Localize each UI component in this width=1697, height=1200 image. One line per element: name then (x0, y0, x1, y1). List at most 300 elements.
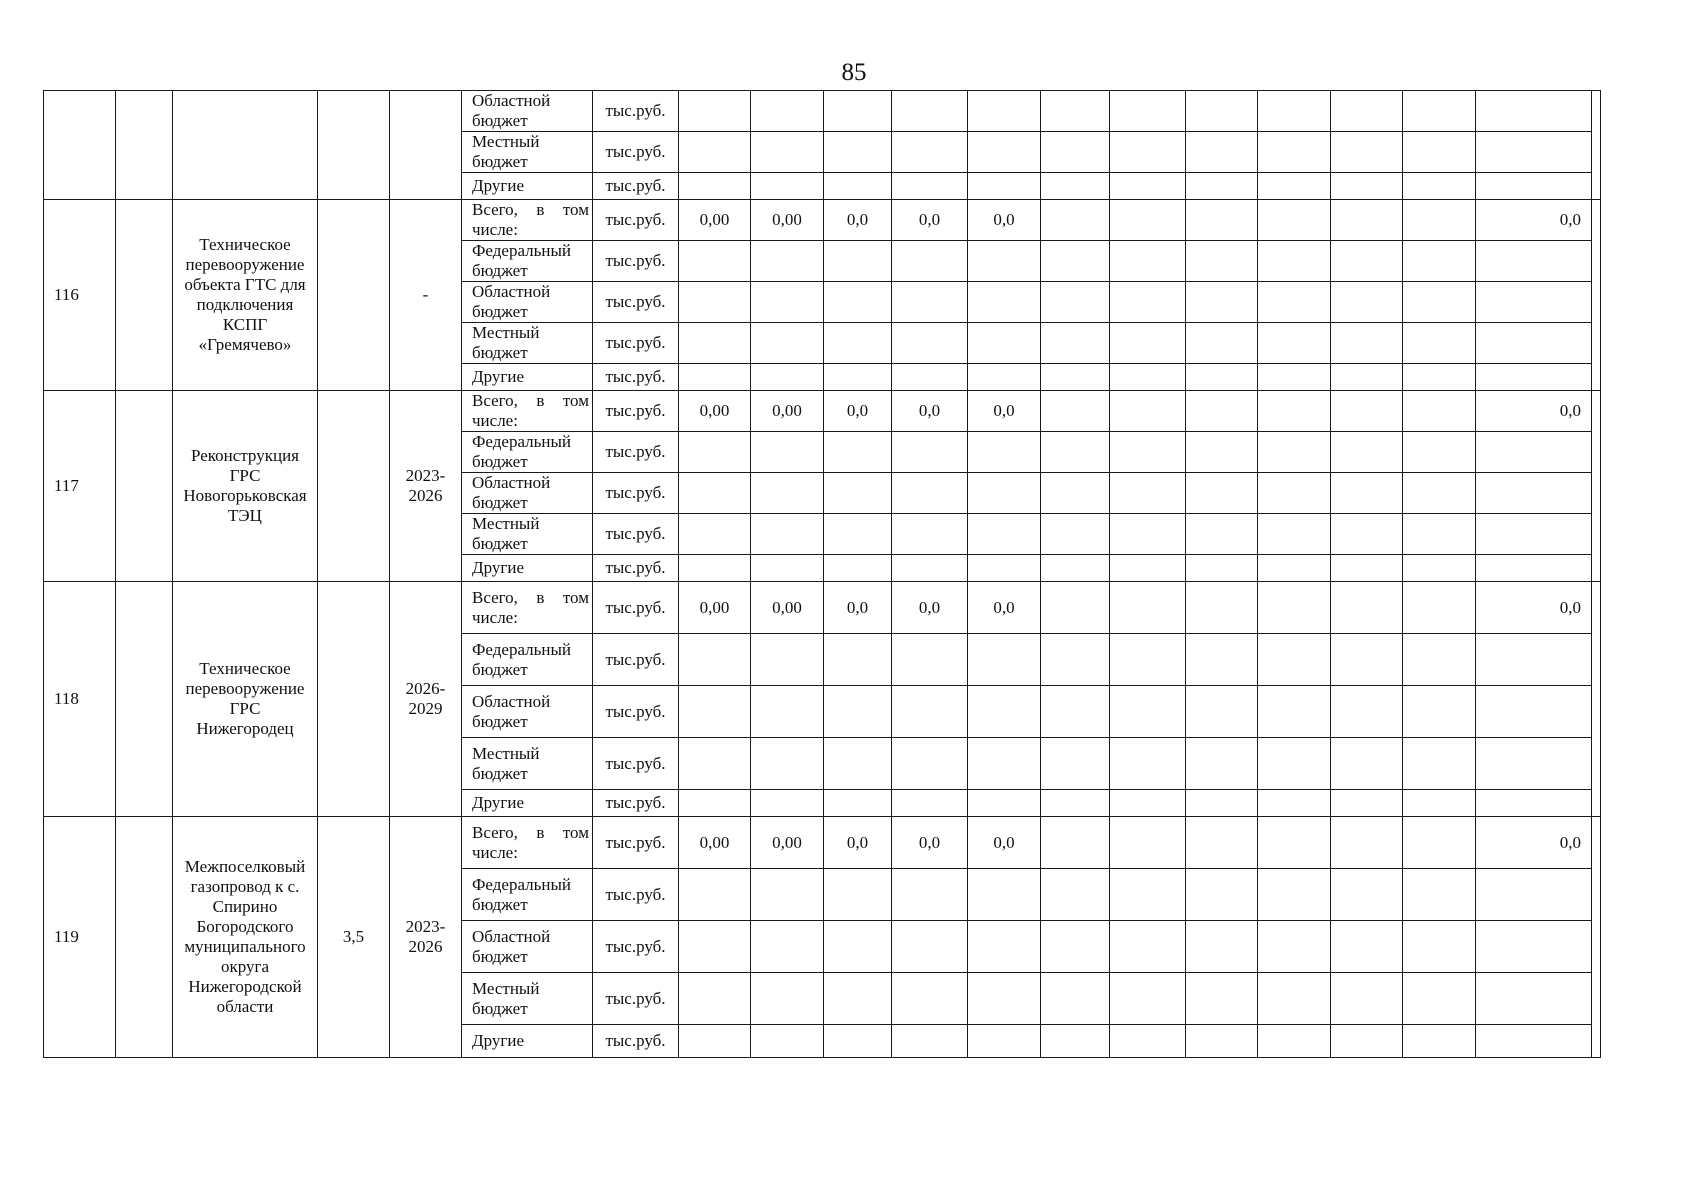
value-cell (1331, 686, 1403, 738)
value-cell (892, 921, 968, 973)
project-period-line: 2026 (408, 486, 443, 505)
value-cell (1403, 869, 1476, 921)
value-cell (824, 1025, 892, 1058)
project-name-line: области (216, 997, 274, 1016)
value-cell (1186, 323, 1258, 364)
value-cell (1403, 514, 1476, 555)
cell-number (44, 91, 116, 200)
value-cell (1186, 200, 1258, 241)
value-cell (679, 1025, 751, 1058)
source-label-line: Федеральный (472, 874, 571, 894)
source-label-line: Областной (472, 691, 551, 711)
value-cell: 0,0 (824, 582, 892, 634)
value-cell (1258, 282, 1331, 323)
value-cell (1258, 514, 1331, 555)
unit-cell: тыс.руб. (593, 432, 679, 473)
value-cell (1476, 686, 1592, 738)
source-label-line: Другие (472, 367, 524, 386)
project-number: 117 (44, 391, 116, 582)
value-cell (679, 869, 751, 921)
source-label-line: Местный (472, 514, 540, 533)
value-cell (1041, 686, 1110, 738)
cell-length (318, 91, 390, 200)
value-cell: 0,0 (824, 817, 892, 869)
source-cell-regional (462, 686, 593, 738)
source-label-line: бюджет (472, 111, 528, 130)
project-length: 3,5 (318, 817, 390, 1058)
value-cell (824, 241, 892, 282)
value-cell: 0,00 (679, 817, 751, 869)
value-cell (1041, 173, 1110, 200)
value-cell (1403, 241, 1476, 282)
value-cell (679, 921, 751, 973)
value-cell (1186, 241, 1258, 282)
source-label-line: бюджет (472, 493, 528, 512)
value-cell (1186, 391, 1258, 432)
project-number: 116 (44, 200, 116, 391)
project-name-line: ГРС (229, 466, 261, 485)
value-cell (1041, 514, 1110, 555)
value-cell (892, 241, 968, 282)
cell-notes (1592, 391, 1601, 582)
value-cell (1041, 582, 1110, 634)
unit-cell: тыс.руб. (593, 132, 679, 173)
value-cell (1258, 790, 1331, 817)
value-cell (1110, 921, 1186, 973)
cell-notes (1592, 200, 1601, 391)
value-cell (824, 790, 892, 817)
project-period-line: 2023- (405, 466, 446, 485)
source-label-line: Местный (472, 978, 540, 998)
value-cell: 0,0 (968, 391, 1041, 432)
value-cell (751, 132, 824, 173)
project-name-line: Нижегородской (188, 977, 302, 996)
project-name-line: Техническое (199, 235, 291, 254)
value-cell (1331, 817, 1403, 869)
value-cell (892, 364, 968, 391)
source-label-line: бюджет (472, 261, 528, 280)
value-cell (968, 173, 1041, 200)
value-cell (1041, 790, 1110, 817)
value-cell (1186, 817, 1258, 869)
source-cell-local (462, 323, 593, 364)
value-cell (1110, 391, 1186, 432)
source-label-line: бюджет (472, 894, 528, 914)
value-cell (892, 91, 968, 132)
value-cell (1403, 790, 1476, 817)
project-name-line: «Гремячево» (198, 335, 292, 354)
source-label-line: бюджет (472, 711, 528, 731)
source-cell-other (462, 173, 593, 200)
value-cell (1186, 738, 1258, 790)
value-cell (824, 555, 892, 582)
value-cell (892, 790, 968, 817)
value-cell (679, 432, 751, 473)
project-period-line: 2026- (405, 679, 446, 698)
source-cell-other (462, 1025, 593, 1058)
source-cell-local (462, 514, 593, 555)
value-cell (751, 686, 824, 738)
source-label-line: Областной (472, 282, 551, 301)
value-cell (1110, 1025, 1186, 1058)
value-cell (1110, 582, 1186, 634)
value-cell (824, 634, 892, 686)
value-cell (1331, 323, 1403, 364)
value-cell (1110, 973, 1186, 1025)
value-cell: 0,00 (751, 582, 824, 634)
source-label-line: бюджет (472, 998, 528, 1018)
project-name-line: Реконструкция (190, 446, 299, 465)
value-cell (751, 514, 824, 555)
value-cell (1110, 432, 1186, 473)
project-name (173, 817, 318, 1058)
value-cell (1186, 686, 1258, 738)
source-label-line: Местный (472, 743, 540, 763)
source-cell-local (462, 132, 593, 173)
project-code (116, 817, 173, 1058)
value-cell (892, 432, 968, 473)
value-cell (892, 473, 968, 514)
value-cell (1331, 790, 1403, 817)
value-cell (679, 173, 751, 200)
value-cell (1041, 473, 1110, 514)
project-name (173, 582, 318, 817)
source-cell-local (462, 738, 593, 790)
value-cell (824, 869, 892, 921)
source-cell-total (462, 817, 593, 869)
value-cell (892, 173, 968, 200)
value-cell (1403, 173, 1476, 200)
value-cell (824, 686, 892, 738)
value-cell (1041, 282, 1110, 323)
source-label-line: бюджет (472, 534, 528, 553)
value-cell (1476, 738, 1592, 790)
value-cell (1331, 473, 1403, 514)
investment-program-table (43, 90, 1601, 1058)
value-cell (892, 869, 968, 921)
value-cell (968, 1025, 1041, 1058)
unit-cell: тыс.руб. (593, 200, 679, 241)
value-cell (1110, 241, 1186, 282)
value-cell: 0,0 (1476, 582, 1592, 634)
value-cell (824, 473, 892, 514)
value-cell (968, 555, 1041, 582)
value-cell (1476, 790, 1592, 817)
value-cell (1041, 973, 1110, 1025)
value-cell: 0,0 (892, 200, 968, 241)
unit-cell: тыс.руб. (593, 790, 679, 817)
project-code (116, 582, 173, 817)
value-cell (751, 973, 824, 1025)
value-cell (1186, 132, 1258, 173)
value-cell (1476, 282, 1592, 323)
value-cell (751, 921, 824, 973)
value-cell (824, 91, 892, 132)
value-cell (1331, 241, 1403, 282)
source-label-line: бюджет (472, 152, 528, 171)
value-cell (1331, 869, 1403, 921)
project-name-line: Новогорьковская (183, 486, 307, 505)
value-cell (968, 473, 1041, 514)
value-cell (824, 282, 892, 323)
unit-cell: тыс.руб. (593, 686, 679, 738)
value-cell (1476, 473, 1592, 514)
project-length (318, 582, 390, 817)
value-cell (679, 686, 751, 738)
value-cell (1331, 282, 1403, 323)
project-name-line: ТЭЦ (228, 506, 262, 525)
value-cell: 0,00 (679, 582, 751, 634)
project-code (116, 391, 173, 582)
source-label-line: бюджет (472, 343, 528, 362)
source-cell-other (462, 364, 593, 391)
value-cell (824, 432, 892, 473)
project-period-line: 2026 (408, 937, 443, 956)
value-cell (1041, 200, 1110, 241)
value-cell (892, 686, 968, 738)
value-cell (968, 282, 1041, 323)
value-cell (1110, 514, 1186, 555)
value-cell (1258, 1025, 1331, 1058)
unit-cell: тыс.руб. (593, 91, 679, 132)
value-cell (824, 132, 892, 173)
value-cell (751, 173, 824, 200)
value-cell (892, 555, 968, 582)
value-cell (1476, 634, 1592, 686)
value-cell (1403, 555, 1476, 582)
project-code (116, 200, 173, 391)
project-name-line: Техническое (199, 659, 291, 678)
cell-notes (1592, 582, 1601, 817)
unit-cell: тыс.руб. (593, 173, 679, 200)
unit-cell: тыс.руб. (593, 973, 679, 1025)
value-cell (1110, 323, 1186, 364)
source-label-line: Всего, в том (472, 822, 589, 842)
table-row (44, 91, 1601, 132)
value-cell (751, 738, 824, 790)
source-cell-total (462, 582, 593, 634)
value-cell (968, 921, 1041, 973)
value-cell (1403, 364, 1476, 391)
value-cell (1041, 555, 1110, 582)
table-row (44, 391, 1601, 432)
value-cell (892, 973, 968, 1025)
value-cell (1041, 921, 1110, 973)
value-cell (1258, 973, 1331, 1025)
value-cell: 0,0 (892, 582, 968, 634)
value-cell (1476, 241, 1592, 282)
value-cell (751, 323, 824, 364)
value-cell (1041, 91, 1110, 132)
value-cell (1403, 473, 1476, 514)
value-cell (1331, 132, 1403, 173)
source-cell-other (462, 790, 593, 817)
value-cell (1041, 1025, 1110, 1058)
project-name (173, 200, 318, 391)
value-cell (1476, 173, 1592, 200)
source-cell-local (462, 973, 593, 1025)
value-cell (1331, 200, 1403, 241)
value-cell (1041, 391, 1110, 432)
value-cell (1403, 634, 1476, 686)
value-cell (1110, 91, 1186, 132)
value-cell (1110, 473, 1186, 514)
value-cell (1258, 391, 1331, 432)
value-cell (679, 473, 751, 514)
value-cell (824, 173, 892, 200)
value-cell (892, 738, 968, 790)
value-cell: 0,00 (751, 817, 824, 869)
unit-cell: тыс.руб. (593, 582, 679, 634)
source-label-line: Федеральный (472, 639, 571, 659)
source-label-line: бюджет (472, 659, 528, 679)
value-cell (1476, 364, 1592, 391)
value-cell (1110, 555, 1186, 582)
value-cell (1186, 432, 1258, 473)
project-name-line: Нижегородец (196, 719, 294, 738)
value-cell (824, 738, 892, 790)
value-cell (679, 555, 751, 582)
value-cell (968, 738, 1041, 790)
value-cell (1258, 364, 1331, 391)
value-cell (1041, 241, 1110, 282)
value-cell (968, 634, 1041, 686)
value-cell (1110, 364, 1186, 391)
source-cell-regional (462, 921, 593, 973)
value-cell (1186, 1025, 1258, 1058)
source-label-line: числе: (472, 607, 518, 627)
unit-cell: тыс.руб. (593, 282, 679, 323)
source-label-line: Другие (472, 176, 524, 195)
value-cell (1110, 132, 1186, 173)
value-cell (892, 514, 968, 555)
value-cell (1403, 973, 1476, 1025)
value-cell (1186, 790, 1258, 817)
value-cell: 0,00 (679, 391, 751, 432)
value-cell (892, 634, 968, 686)
value-cell (1403, 282, 1476, 323)
table-row (44, 200, 1601, 241)
project-number: 119 (44, 817, 116, 1058)
value-cell (751, 473, 824, 514)
source-label-line: бюджет (472, 302, 528, 321)
value-cell (1331, 432, 1403, 473)
value-cell (892, 323, 968, 364)
value-cell (1403, 921, 1476, 973)
value-cell (1403, 686, 1476, 738)
project-name-line: объекта ГТС для (184, 275, 306, 294)
value-cell (1476, 323, 1592, 364)
value-cell (892, 282, 968, 323)
value-cell (1331, 738, 1403, 790)
value-cell (679, 514, 751, 555)
project-name-line: подключения (196, 295, 294, 314)
project-period (390, 391, 462, 582)
cell-code (116, 91, 173, 200)
value-cell (1476, 555, 1592, 582)
value-cell (1258, 555, 1331, 582)
value-cell (824, 323, 892, 364)
value-cell (679, 364, 751, 391)
source-cell-federal (462, 432, 593, 473)
project-name-line: КСПГ (222, 315, 268, 334)
project-name-line: перевооружение (185, 679, 305, 698)
value-cell (1403, 1025, 1476, 1058)
source-label-line: Областной (472, 91, 551, 110)
source-label-line: Областной (472, 926, 551, 946)
value-cell (824, 921, 892, 973)
value-cell (1041, 323, 1110, 364)
value-cell (1186, 634, 1258, 686)
value-cell (1331, 582, 1403, 634)
value-cell (1186, 173, 1258, 200)
value-cell (1476, 514, 1592, 555)
source-cell-regional (462, 282, 593, 323)
value-cell (1186, 973, 1258, 1025)
value-cell (751, 555, 824, 582)
unit-cell: тыс.руб. (593, 391, 679, 432)
value-cell (1110, 686, 1186, 738)
value-cell: 0,00 (679, 200, 751, 241)
value-cell (1186, 364, 1258, 391)
value-cell: 0,0 (892, 391, 968, 432)
source-cell-total (462, 391, 593, 432)
project-name-line: Спирино (212, 897, 278, 916)
project-name-line: ГРС (229, 699, 261, 718)
source-label-line: Всего, в том (472, 200, 589, 219)
value-cell (1476, 921, 1592, 973)
cell-name (173, 91, 318, 200)
value-cell (1186, 473, 1258, 514)
unit-cell: тыс.руб. (593, 323, 679, 364)
source-label-line: числе: (472, 842, 518, 862)
value-cell (751, 91, 824, 132)
value-cell (1403, 817, 1476, 869)
value-cell (1041, 132, 1110, 173)
value-cell (1476, 432, 1592, 473)
value-cell (968, 91, 1041, 132)
value-cell (968, 790, 1041, 817)
source-label-line: числе: (472, 220, 518, 239)
value-cell (679, 323, 751, 364)
unit-cell: тыс.руб. (593, 514, 679, 555)
project-name-line: муниципального (184, 937, 306, 956)
source-cell-regional (462, 473, 593, 514)
project-name-line: газопровод к с. (190, 877, 300, 896)
value-cell (1403, 132, 1476, 173)
value-cell (1403, 323, 1476, 364)
value-cell (1110, 282, 1186, 323)
value-cell (892, 132, 968, 173)
value-cell (1258, 241, 1331, 282)
value-cell (1403, 738, 1476, 790)
value-cell (751, 869, 824, 921)
value-cell (968, 364, 1041, 391)
value-cell (1331, 973, 1403, 1025)
value-cell (1258, 200, 1331, 241)
value-cell (1110, 634, 1186, 686)
project-period (390, 200, 462, 391)
value-cell (1258, 473, 1331, 514)
project-period (390, 582, 462, 817)
project-length (318, 200, 390, 391)
value-cell (1331, 391, 1403, 432)
table-row (44, 582, 1601, 634)
value-cell (1041, 634, 1110, 686)
value-cell (1110, 173, 1186, 200)
unit-cell: тыс.руб. (593, 634, 679, 686)
value-cell (1258, 817, 1331, 869)
